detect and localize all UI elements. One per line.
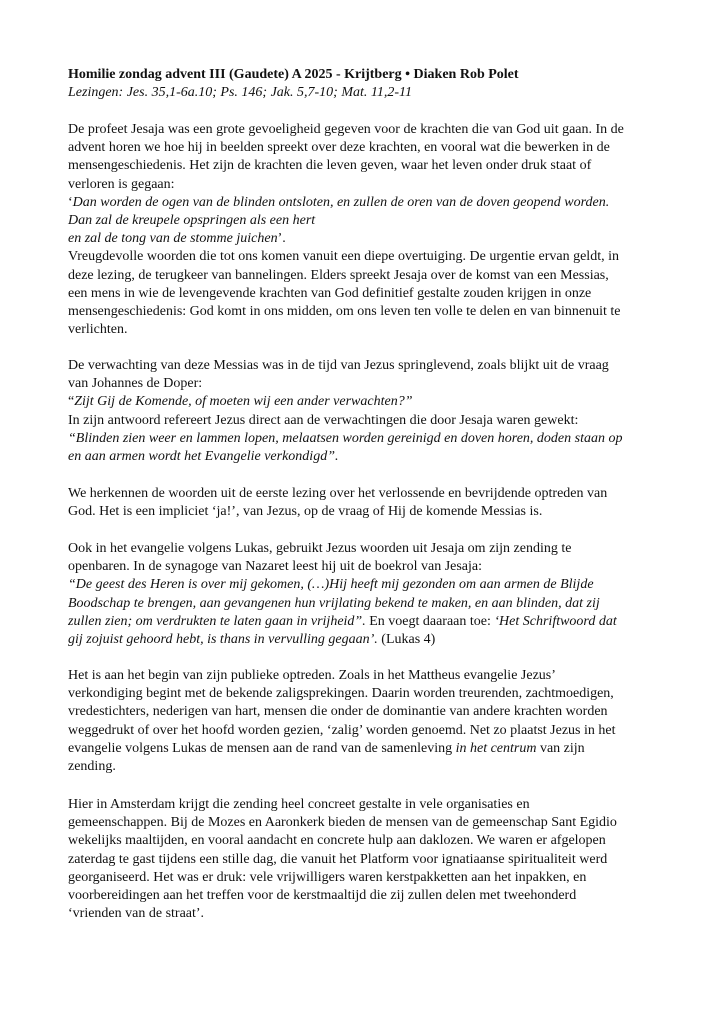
isaiah-quote-line-3 bbox=[68, 230, 658, 248]
text-line: gemeenschappen. Bij de Mozes en Aaronkerk bieden de mensen van de gemeenschap Sant Egidio bbox=[68, 815, 617, 831]
text-line: georganiseerd. Het was er druk: vele vrijwilligers waren kerstpakketten aan het inpakken, en bbox=[68, 869, 587, 885]
readings-line: Lezingen: Jes. 35,1-6a.10; Ps. 146; Jak. 5,7-10; Mat. 11,2-11 bbox=[68, 85, 412, 101]
paragraph-6 bbox=[68, 796, 658, 923]
text-line: verkondiging begint met de bekende zaligsprekingen. Daarin worden treurenden, zachtmoedigen, bbox=[68, 686, 614, 702]
text-run: van zijn bbox=[536, 740, 585, 756]
quote-text: zullen zien; om verdrukten te laten gaan in vrijheid”. bbox=[68, 613, 366, 629]
text-line: zaterdag te gast tijdens een stille dag, die vanuit het Platform voor ignatiaanse spiritualiteit werd bbox=[68, 851, 608, 867]
luke-quote-line-3 bbox=[68, 613, 658, 631]
text-line: verloren is gegaan: bbox=[68, 176, 175, 192]
text-line: van Johannes de Doper: bbox=[68, 376, 203, 392]
text-line: Het is aan het begin van zijn publieke optreden. Zoals in het Mattheus evangelie Jezus’ bbox=[68, 668, 556, 683]
paragraph-2 bbox=[68, 357, 658, 466]
text-line: vredestichters, nederigen van hart, mensen die onder de dominantie van andere krachten worden bbox=[68, 704, 608, 720]
quote-text: ‘Het Schriftwoord dat bbox=[494, 613, 617, 629]
text-line: Hier in Amsterdam krijgt die zending heel concreet gestalte in vele organisaties en bbox=[68, 797, 530, 812]
jesus-answer-line-2: en aan armen wordt het Evangelie verkondigd”. bbox=[68, 449, 339, 465]
homily-title: Homilie zondag advent III (Gaudete) A 2025 - Krijtberg • Diaken Rob Polet bbox=[68, 67, 519, 82]
john-question-line bbox=[68, 393, 658, 411]
quote-text: Dan worden de ogen van de blinden ontsloten, en zullen de oren van de doven geopend worden. bbox=[72, 194, 610, 210]
text-line: In zijn antwoord refereert Jezus direct aan de verwachtingen die door Jesaja waren gewekt: bbox=[68, 412, 579, 428]
paragraph-5 bbox=[68, 667, 658, 776]
luke-quote-line-1: “De geest des Heren is over mij gekomen, (…)Hij heeft mij gezonden om aan armen de Blijde bbox=[68, 577, 594, 593]
text-line: mensengeschiedenis: God komt in ons midden, om ons leven ten volle te delen en van binnenuit te bbox=[68, 304, 621, 320]
luke-quote-line-4 bbox=[68, 631, 658, 649]
luke-quote-line-2: Boodschap te brengen, aan gevangenen hun vrijlating bekend te maken, en aan blinden, dat zij bbox=[68, 595, 600, 611]
text-line: verlichten. bbox=[68, 322, 128, 338]
text-line: wekelijks maaltijden, en vooral aandacht en concrete hulp aan daklozen. We waren er afgelopen bbox=[68, 833, 606, 849]
text-line: De profeet Jesaja was een grote gevoeligheid gegeven voor de krachten die van God uit gaan. In de bbox=[68, 122, 624, 137]
text-line: Ook in het evangelie volgens Lukas, gebruikt Jezus woorden uit Jesaja om zijn zending te bbox=[68, 541, 572, 556]
quote-text: en zal de tong van de stomme juichen bbox=[68, 231, 278, 247]
quote-text: gij zojuist gehoord hebt, is thans in vervulling gegaan’. bbox=[68, 632, 378, 648]
scripture-reference: (Lukas 4) bbox=[377, 632, 436, 648]
text-line: Vreugdevolle woorden die tot ons komen vanuit een diepe overtuiging. De urgentie ervan geldt, in bbox=[68, 249, 619, 265]
text-line: openbaren. In de synagoge van Nazaret leest hij uit de boekrol van Jesaja: bbox=[68, 559, 483, 575]
connector-text: En voegt daaraan toe: bbox=[365, 613, 495, 629]
isaiah-quote-line-1 bbox=[68, 194, 658, 212]
text-line: De verwachting van deze Messias was in de tijd van Jezus springlevend, zoals blijkt uit de vraag bbox=[68, 358, 609, 373]
text-line bbox=[68, 740, 658, 758]
paragraph-1 bbox=[68, 121, 658, 339]
text-line: advent horen we hoe hij in beelden spreekt over deze krachten, en vooral wat die bewerken in de bbox=[68, 140, 610, 156]
jesus-answer-line-1: “Blinden zien weer en lammen lopen, melaatsen worden gereinigd en doven horen, doden staan op bbox=[68, 430, 623, 446]
paragraph-4 bbox=[68, 540, 658, 649]
isaiah-quote-line-2: Dan zal de kreupele opspringen als een hert bbox=[68, 213, 316, 229]
quote-close: ’. bbox=[277, 231, 286, 247]
text-line: zending. bbox=[68, 759, 116, 775]
text-run: evangelie volgens Lukas de mensen aan de rand van de samenleving bbox=[68, 740, 456, 756]
paragraph-3 bbox=[68, 485, 658, 521]
text-line: voorbereidingen aan het treffen voor de kerstmaaltijd die zij zullen delen met tweehonderd bbox=[68, 888, 577, 904]
text-line: God. Het is een impliciet ‘ja!’, van Jezus, op de vraag of Hij de komende Messias is. bbox=[68, 504, 543, 520]
text-line: deze lezing, de terugkeer van bannelingen. Elders spreekt Jesaja over de komst van een Messias, bbox=[68, 267, 609, 283]
text-line: We herkennen de woorden uit de eerste lezing over het verlossende en bevrijdende optreden van bbox=[68, 486, 608, 501]
emphasis-text: in het centrum bbox=[455, 740, 537, 756]
quote-open: “ bbox=[68, 394, 75, 410]
text-line: een mens in wie de levengevende krachten van God definitief gestalte zouden krijgen in onze bbox=[68, 285, 592, 301]
text-line: weggedrukt of over het hoofd worden gezien, ‘zalig’ worden genoemd. Net zo plaatst Jezus in het bbox=[68, 722, 616, 738]
quote-open: ‘ bbox=[68, 194, 73, 210]
quote-text: Zijt Gij de Komende, of moeten wij een ander verwachten?” bbox=[74, 394, 413, 410]
homily-header bbox=[68, 66, 658, 102]
text-line: ‘vrienden van de straat’. bbox=[68, 906, 205, 922]
text-line: mensengeschiedenis. Het zijn de krachten die leven geven, waar het leven onder druk staat of bbox=[68, 158, 592, 174]
